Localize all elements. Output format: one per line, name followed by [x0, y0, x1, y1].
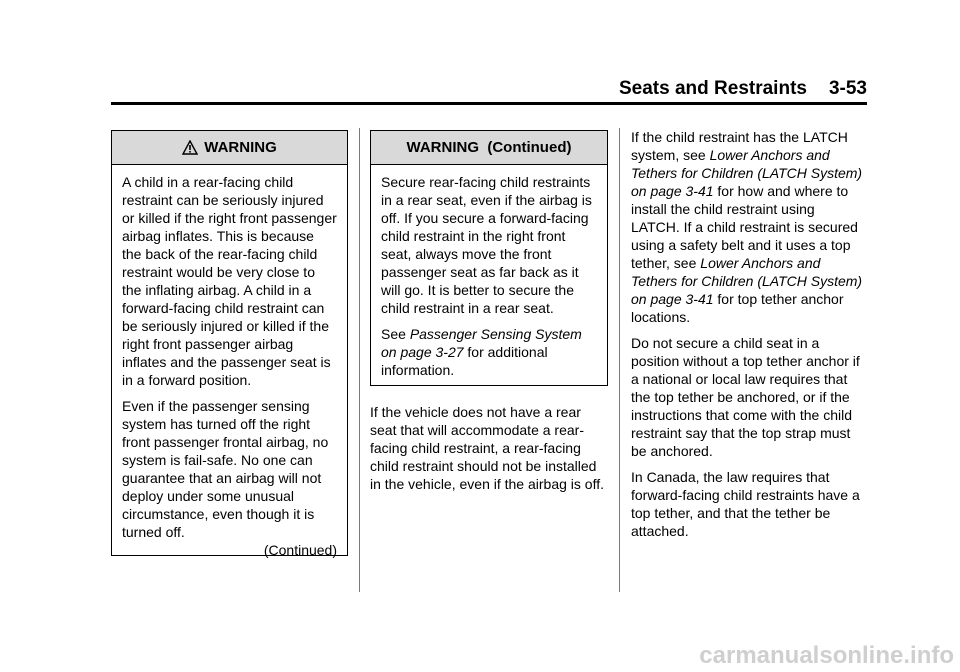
page-number: 3-53 [828, 78, 867, 99]
text-run: for top tether anchor locations. [631, 291, 844, 325]
column-divider-1 [359, 128, 360, 592]
watermark: carmanualsonline.info [699, 642, 954, 669]
text-run: for additional information. [381, 344, 548, 378]
cross-reference-link[interactable]: Passenger Sensing System on page 3-27 [381, 326, 582, 360]
warning-header-1 [112, 131, 347, 165]
body-paragraph: If the vehicle does not have a rear seat that will accommodate a rear-facing child restraint, a rear-facing child restraint should not be installed in the vehicle, even if the airbag is off. [370, 404, 604, 492]
warning-paragraph [381, 325, 597, 379]
warning-box-1 [111, 130, 348, 556]
warning-paragraph: A child in a rear-facing child restraint can be seriously injured or killed if the right front passenger airbag inflates. This is because the back of the rear-facing child restraint would be very close to the inflating airbag. A child in a forward-facing child restraint can be seriously injured or killed if the right front passenger airbag inflates and the passenger seat is in a forward position. [122, 174, 337, 388]
column-3-text [631, 128, 867, 548]
warning-body-2 [371, 165, 607, 393]
column-2-text [370, 403, 608, 501]
cross-reference-link[interactable]: Lower Anchors and Tethers for Children (LATCH System) on page 3-41 [631, 255, 863, 307]
warning-title-1: WARNING [204, 139, 277, 156]
warning-paragraph: Even if the passenger sensing system has turned off the right front passenger frontal airbag, no system is fail-safe. No one can guarantee that an airbag will not deploy under some unusual circumstance, even though it is turned off. [122, 398, 329, 540]
warning-body-1 [112, 165, 347, 565]
body-paragraph: In Canada, the law requires that forward-facing child restraints have a top tether, and that the tether be attached. [631, 469, 860, 539]
text-run: for how and where to install the child restraint using LATCH. If a child restraint is secured using a safety belt and it uses a top tether, see [631, 183, 858, 271]
warning-triangle-icon [182, 140, 198, 155]
warning-box-2 [370, 130, 608, 386]
column-divider-2 [619, 128, 620, 592]
header-rule [111, 102, 867, 105]
header-title [619, 78, 867, 100]
cross-reference-link[interactable]: Lower Anchors and Tethers for Children (LATCH System) on page 3-41 [631, 147, 863, 199]
text-run: See [381, 326, 410, 342]
text-run: If the child restraint has the LATCH system, see [631, 129, 848, 163]
warning-paragraph: Secure rear-facing child restraints in a rear seat, even if the airbag is off. If you secure a forward-facing child restraint in the right front seat, always move the front passenger seat as far back as it will go. It is better to secure the child restraint in a rear seat. [381, 174, 592, 316]
warning-header-2 [371, 131, 607, 165]
body-paragraph [631, 128, 867, 326]
continued-note: (Continued) [263, 542, 337, 558]
body-paragraph: Do not secure a child seat in a position without a top tether anchor if a national or local law requires that the top tether be anchored, or if the instructions that come with the child restraint say that the top strap must be anchored. [631, 335, 860, 459]
section-title: Seats and Restraints [619, 78, 807, 99]
warning-title-2: WARNING (Continued) [406, 139, 572, 156]
